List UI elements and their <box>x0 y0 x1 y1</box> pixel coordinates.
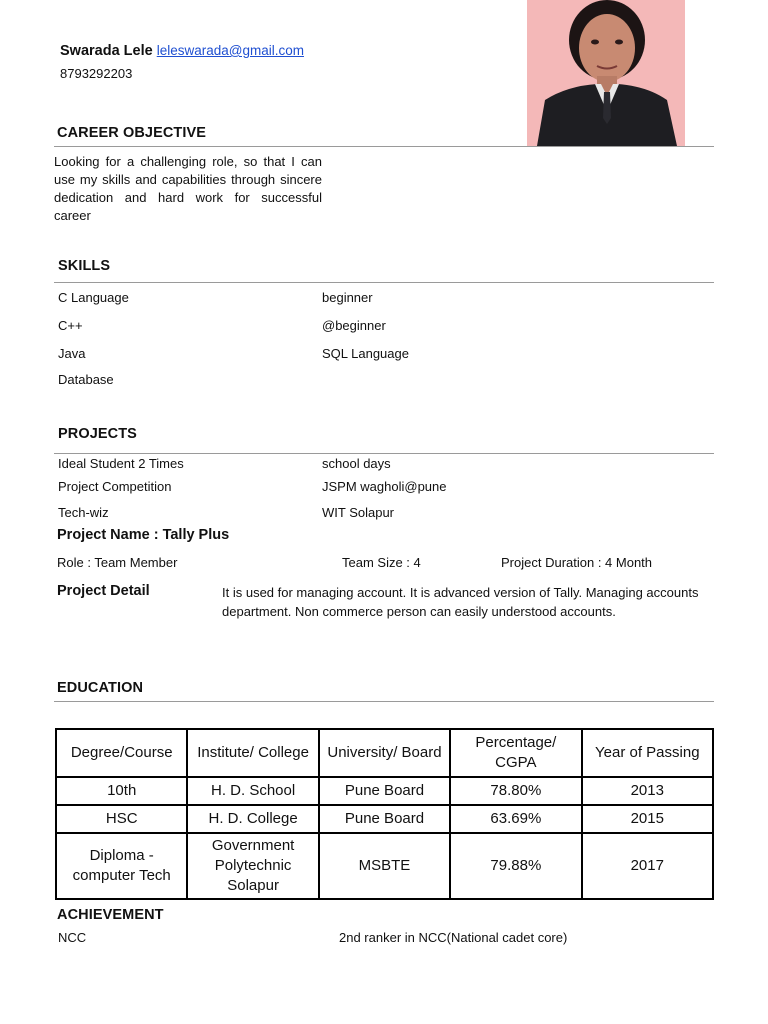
profile-photo <box>527 0 685 146</box>
project-team-size: Team Size : 4 <box>342 555 421 570</box>
candidate-name: Swarada Lele <box>60 43 153 59</box>
table-header-cell: Year of Passing <box>582 729 713 777</box>
table-cell: 79.88% <box>450 833 581 899</box>
table-header-cell: University/ Board <box>319 729 450 777</box>
divider <box>54 146 714 147</box>
table-cell: Diploma - computer Tech <box>56 833 187 899</box>
project-role: Role : Team Member <box>57 555 178 570</box>
table-cell: 78.80% <box>450 777 581 805</box>
table-cell: Pune Board <box>319 777 450 805</box>
table-cell: 10th <box>56 777 187 805</box>
project-detail-text: It is used for managing account. It is advanced version of Tally. Managing accounts department. Non commerce person can easily understood accounts. <box>222 585 699 619</box>
skill-level: beginner <box>322 290 373 305</box>
table-cell: 2015 <box>582 805 713 833</box>
project-venue: WIT Solapur <box>322 505 395 520</box>
section-title-career-objective: CAREER OBJECTIVE <box>57 125 207 141</box>
phone-number: 8793292203 <box>60 66 133 81</box>
divider <box>54 282 714 283</box>
project-venue: JSPM wagholi@pune <box>322 479 447 494</box>
table-header-cell: Institute/ College <box>187 729 318 777</box>
education-table <box>55 728 714 900</box>
table-row <box>56 833 713 899</box>
skill-name: Database <box>58 372 114 387</box>
project-duration: Project Duration : 4 Month <box>501 555 653 570</box>
section-title-education: EDUCATION <box>57 680 144 696</box>
career-objective-text: Looking for a challenging role, so that I can use my skills and capabilities through sincere dedication and hard work for successful career <box>54 154 322 223</box>
achievement-item: NCC <box>58 930 87 945</box>
section-title-achievement: ACHIEVEMENT <box>57 907 164 923</box>
project-detail-label: Project Detail <box>57 583 150 599</box>
project-item: Project Competition <box>58 479 172 494</box>
table-header-cell: Degree/Course <box>56 729 187 777</box>
section-title-skills: SKILLS <box>58 258 111 274</box>
skill-name: C++ <box>58 318 83 333</box>
project-item: Ideal Student 2 Times <box>58 456 184 471</box>
section-title-projects: PROJECTS <box>58 426 137 442</box>
table-header-cell: Percentage/ CGPA <box>450 729 581 777</box>
table-cell: HSC <box>56 805 187 833</box>
table-cell: H. D. College <box>187 805 318 833</box>
project-venue: school days <box>322 456 391 471</box>
achievement-detail: 2nd ranker in NCC(National cadet core) <box>339 930 568 945</box>
table-header-row <box>56 729 713 777</box>
divider <box>54 701 714 702</box>
table-cell: Pune Board <box>319 805 450 833</box>
table-cell: MSBTE <box>319 833 450 899</box>
table-cell: 63.69% <box>450 805 581 833</box>
skill-name: C Language <box>58 290 129 305</box>
table-cell: Government Polytechnic Solapur <box>187 833 318 899</box>
table-cell: 2013 <box>582 777 713 805</box>
skill-name: Java <box>58 346 86 361</box>
table-row <box>56 777 713 805</box>
project-name: Project Name : Tally Plus <box>57 527 230 543</box>
skill-level: @beginner <box>322 318 386 333</box>
email-link[interactable]: leleswarada@gmail.com <box>156 43 304 58</box>
skill-level: SQL Language <box>322 346 409 361</box>
project-item: Tech-wiz <box>58 505 109 520</box>
portrait-image <box>527 0 685 146</box>
divider <box>54 453 714 454</box>
table-cell: H. D. School <box>187 777 318 805</box>
table-row <box>56 805 713 833</box>
table-cell: 2017 <box>582 833 713 899</box>
contact-line <box>60 43 304 59</box>
